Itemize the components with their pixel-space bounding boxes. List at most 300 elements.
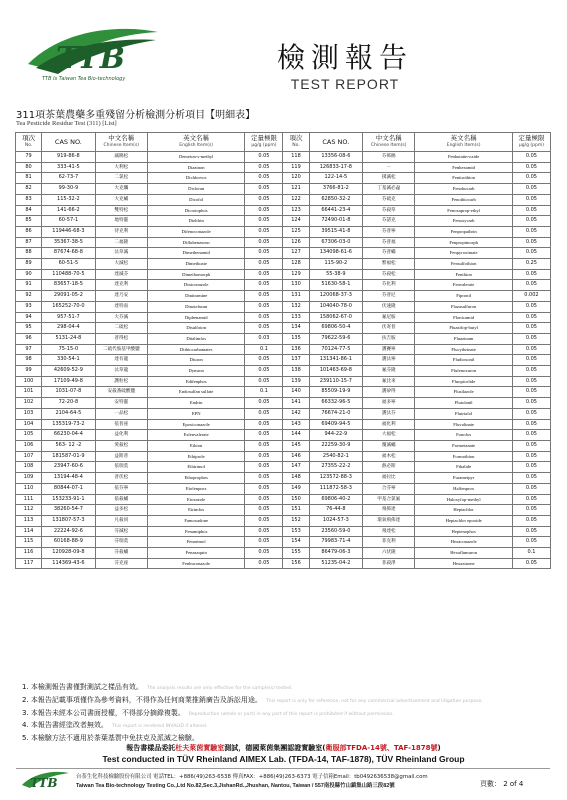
cell-no: 119 [283,162,309,173]
table-row [16,184,551,195]
cell-chinese-name: 達滅芬 [95,269,147,280]
cell-loq: 0.05 [512,312,550,323]
cell-cas: 239110-15-7 [309,376,363,387]
cell-loq: 0.05 [512,205,550,216]
cell-loq: 0.05 [512,408,550,419]
header-loq: 定量極限 µg/g (ppm) [245,133,283,152]
cell-chinese-name: 繁福松 [363,259,415,270]
cell-english-name: Fenpropathrin [415,226,512,237]
logo-tagline: TTB Is Taiwan Tea Bio-technology [42,76,126,82]
cell-loq: 0.05 [245,398,283,409]
cell-chinese-name: 達有龍 [95,355,147,366]
report-title: 311項茶葉農藥多重殘留分析檢測分析項目【明細表】 [16,110,256,121]
table-row [16,333,551,344]
cell-chinese-name: 護賽寧 [363,344,415,355]
cell-loq: 0.05 [512,451,550,462]
cell-cas: 111872-58-3 [309,483,363,494]
table-row [16,548,551,559]
cell-chinese-name: 普伏松 [95,473,147,484]
cell-cas: 104040-78-0 [309,301,363,312]
cell-chinese-name: 扶吉胺 [363,333,415,344]
cell-english-name: Fenpyroximate [415,248,512,259]
cell-no: 101 [16,387,42,398]
cell-chinese-name: 芬普寧 [363,226,415,237]
table-row [16,344,551,355]
cell-chinese-name: 益多松 [95,505,147,516]
cell-no: 98 [16,355,42,366]
cell-english-name: Flonicamid [415,312,512,323]
cell-english-name: Diuron [147,355,244,366]
cell-cas: 115-32-2 [42,194,96,205]
cell-no: 97 [16,344,42,355]
table-row [16,291,551,302]
cell-cas: 60-57-1 [42,216,96,227]
cell-cas: 27355-22-2 [309,462,363,473]
cell-cas: 131807-57-3 [42,515,96,526]
cell-loq: 0.05 [245,205,283,216]
cell-chinese-name: 芬普福 [363,237,415,248]
cell-chinese-name: 甲基合氯氟 [363,494,415,505]
cell-no: 93 [16,301,42,312]
cell-no: 111 [16,494,42,505]
cell-english-name: Epoxiconazole [147,419,244,430]
cell-chinese-name: 覆滅蟎 [363,440,415,451]
cell-chinese-name: 依芬寧 [95,483,147,494]
page-title-zh: 檢測報告 [276,41,413,74]
cell-cas: 72-20-8 [42,398,96,409]
cell-no: 108 [16,462,42,473]
cell-cas: 70124-77-5 [309,344,363,355]
table-row [16,237,551,248]
cell-english-name: Endosulfan sulfate [147,387,244,398]
cell-no: 127 [283,248,309,259]
cell-english-name: Ethirimol [147,462,244,473]
cell-no: 142 [283,408,309,419]
cell-english-name: Disulfoton [147,323,244,334]
note-item: 2. 本報告記載事項僅作為參考資料，不得作為任何商業推銷廣告及訴訟用途。 This report is only for reference, not for any commercial advertisement and litigation purpose. [22,695,483,704]
cell-chinese-name: 飛佈達 [363,505,415,516]
cell-no: 123 [283,205,309,216]
cell-chinese-name: 丁基滅必蝨 [363,184,415,195]
cell-no: 153 [283,526,309,537]
cell-loq: 0.05 [245,548,283,559]
header-english: 英文名稱 English Item(s) [415,133,512,152]
cell-no: 95 [16,323,42,334]
report-subtitle: Tea Pesticide Residue Test (311) [List] [16,120,117,127]
cell-loq: 0.05 [512,558,550,569]
cell-loq: 0.05 [512,430,550,441]
table-row [16,366,551,377]
cell-no: 124 [283,216,309,227]
header-chinese: 中文名稱 Chinese Item(s) [95,133,147,152]
cell-english-name: Dimethomorph [147,269,244,280]
cell-chinese-name: 普得松 [95,333,147,344]
cell-chinese-name: 伏速隆 [363,301,415,312]
cell-chinese-name: 合芬寧 [363,483,415,494]
cell-chinese-name: 安特靈 [95,398,147,409]
cell-no: 120 [283,173,309,184]
cell-cas: 62850-32-2 [309,194,363,205]
cell-english-name: Ethoprophos [147,473,244,484]
cell-chinese-name: 大克蟎 [95,194,147,205]
table-row [16,216,551,227]
cell-chinese-name: 飛達松 [363,526,415,537]
cell-no: 90 [16,269,42,280]
cell-cas: 3766-81-2 [309,184,363,195]
cell-cas: 42609-52-9 [42,366,96,377]
cell-no: 96 [16,333,42,344]
cell-cas: 23560-59-0 [309,526,363,537]
cell-english-name: Dimethenamid [147,248,244,259]
cell-no: 138 [283,366,309,377]
cell-no: 148 [283,473,309,484]
table-row [16,162,551,173]
cell-english-name: Dymron [147,366,244,377]
cell-no: 131 [283,291,309,302]
cell-loq: 0.05 [512,419,550,430]
cell-cas: 83657-18-5 [42,280,96,291]
cell-cas: 333-41-5 [42,162,96,173]
header-loq: 定量極限 µg/g (ppm) [512,133,550,152]
cell-loq: 0.05 [245,184,283,195]
cell-no: 136 [283,344,309,355]
cell-chinese-name: 福多寧 [363,398,415,409]
cell-loq: 0.05 [245,430,283,441]
cell-chinese-name: 護粒松 [95,376,147,387]
cell-cas: 123572-88-3 [309,473,363,484]
cell-cas: 1024-57-3 [309,515,363,526]
cell-cas: 66230-04-4 [42,430,96,441]
cell-no: 88 [16,248,42,259]
table-row [16,248,551,259]
cell-loq: 0.05 [512,537,550,548]
cell-english-name: Dimethoate [147,259,244,270]
cell-no: 122 [283,194,309,205]
cell-no: 115 [16,537,42,548]
cell-chinese-name: 雙特松 [95,205,147,216]
cell-loq: 0.05 [512,269,550,280]
cell-no: 105 [16,430,42,441]
cell-chinese-name: 二硫松 [95,323,147,334]
cell-chinese-name: 氟尼胺 [363,312,415,323]
cell-cas: 165252-70-0 [42,301,96,312]
cell-chinese-name: 芬殺蟎 [95,548,147,559]
cell-english-name: Dithiocarbamates [147,344,244,355]
cell-loq: 0.05 [245,291,283,302]
cell-cas: 66332-96-5 [309,398,363,409]
cell-no: 134 [283,323,309,334]
cell-loq: 0.05 [512,162,550,173]
cell-english-name: Fenazaquin [147,548,244,559]
cell-no: 155 [283,548,309,559]
cell-loq: 0.05 [245,537,283,548]
cell-english-name: Fenobucarb [415,184,512,195]
cell-loq: 0.05 [245,462,283,473]
cell-chinese-name: 二氯松 [95,173,147,184]
cell-chinese-name: 菲殺淨 [363,558,415,569]
cell-loq: 0.05 [512,344,550,355]
cell-english-name: Diphenamid [147,312,244,323]
cell-chinese-name: 芬瑞莫 [95,537,147,548]
cell-chinese-name: 凡殺同 [95,515,147,526]
cell-chinese-name: 芬殺松 [363,269,415,280]
cell-cas: 51630-58-1 [309,280,363,291]
cell-chinese-name: 二硫代胺基甲酸鹽 [95,344,147,355]
cell-english-name: Etoxazole [147,494,244,505]
cell-cas: 60-51-5 [42,259,96,270]
cell-english-name: Diniconazole [147,280,244,291]
cell-cas: 38260-54-7 [42,505,96,516]
cell-loq: 0.05 [512,280,550,291]
cell-english-name: Fenvalerate [415,280,512,291]
cell-chinese-name: 益化利 [95,430,147,441]
cell-chinese-name: 大克爛 [95,184,147,195]
cell-cas: 135319-73-2 [42,419,96,430]
cell-cas: 2540-82-1 [309,451,363,462]
cell-no: 81 [16,173,42,184]
cell-chinese-name: 福木松 [363,451,415,462]
cell-cas: 85509-19-9 [309,387,363,398]
cell-no: 129 [283,269,309,280]
cell-english-name: EPN [147,408,244,419]
table-row [16,440,551,451]
table-row [16,376,551,387]
cell-chinese-name: 汰草龍 [95,366,147,377]
cell-loq: 0.05 [245,494,283,505]
cell-no: 143 [283,419,309,430]
table-row [16,408,551,419]
cell-loq: 0.05 [245,473,283,484]
cell-loq: 0.05 [512,440,550,451]
cell-loq: 0.05 [245,312,283,323]
cell-no: 99 [16,366,42,377]
cell-no: 132 [283,301,309,312]
table-row [16,152,551,163]
cell-no: 89 [16,259,42,270]
cell-english-name: Halfenprox [415,483,512,494]
cell-english-name: Fthalide [415,462,512,473]
cell-cas: 39515-41-8 [309,226,363,237]
cell-english-name: Demeton-s-methyl [147,152,244,163]
cell-cas: 51235-04-2 [309,558,363,569]
table-row [16,355,551,366]
cell-cas: 115-90-2 [309,259,363,270]
cell-chinese-name: 氟比來 [363,376,415,387]
cell-no: 107 [16,451,42,462]
table-row [16,312,551,323]
cell-loq: 0.05 [512,173,550,184]
cell-chinese-name: 大滅松 [95,259,147,270]
cell-loq: 0.05 [245,515,283,526]
cell-no: 128 [283,259,309,270]
cell-no: 114 [16,526,42,537]
cell-loq: 0.05 [245,259,283,270]
note-item: 3. 本報告未經本公司書面授權，不得部分摘錄複製。 Reproduction (whole or part) in any part of this report is prohibited if without permission. [22,708,394,717]
cell-english-name: Flusilazole [415,387,512,398]
cell-english-name: Fenamiphos [147,526,244,537]
cell-no: 146 [283,451,309,462]
cell-loq: 0.05 [245,355,283,366]
cell-chinese-name: 氟芬隆 [363,366,415,377]
cell-loq: 0.05 [512,515,550,526]
cell-no: 147 [283,462,309,473]
cell-loq: 0.25 [512,259,550,270]
cell-chinese-name: 芬普尼 [363,291,415,302]
cell-english-name: Haloxyfop-methyl [415,494,512,505]
cell-chinese-name: 芬滅松 [95,526,147,537]
cell-no: 154 [283,537,309,548]
cell-loq: 0.002 [512,291,550,302]
cell-loq: 0.05 [512,226,550,237]
cell-loq: 0.05 [245,269,283,280]
cell-english-name: Fluopicolide [415,376,512,387]
cell-cas: 76-44-8 [309,505,363,516]
cell-cas: 298-04-4 [42,323,96,334]
cell-cas: 114369-43-6 [42,558,96,569]
table-row [16,173,551,184]
cell-no: 116 [16,548,42,559]
tested-in-statement: Test conducted in TÜV Rheinland AIMEX Lab. (TFDA-14, TAF-1878), TÜV Rheinland Group [102,754,465,764]
table-row [16,301,551,312]
table-row [16,451,551,462]
table-row [16,323,551,334]
cell-english-name: Flutriafol [415,408,512,419]
cell-cas: 119446-68-3 [42,226,96,237]
cell-loq: 0.05 [245,237,283,248]
cell-chinese-name: 菲克利 [363,537,415,548]
cell-english-name: Fenarimol [147,537,244,548]
cell-cas: 17109-49-8 [42,376,96,387]
cell-no: 104 [16,419,42,430]
cell-chinese-name: 芬化利 [363,280,415,291]
cell-no: 83 [16,194,42,205]
company-info-en: Taiwan Tea Bio-technology Testing Co.,Ltd No.82,Sec.3,JishanRd.,Jhushan, Nantou, Taiwan / 557南投縣竹山鎮集山路三段82號 [76,783,395,789]
cell-loq: 0.05 [245,483,283,494]
cell-english-name: Fipronil [415,291,512,302]
cell-loq: 0.05 [245,323,283,334]
cell-cas: 35367-38-5 [42,237,96,248]
cell-chinese-name: 滅賜松 [95,152,147,163]
cell-no: 82 [16,184,42,195]
cell-english-name: Fenoxaprop-ethyl [415,205,512,216]
table-row [16,269,551,280]
cell-loq: 0.1 [245,344,283,355]
table-row [16,473,551,484]
cell-cas: 22259-30-9 [309,440,363,451]
cell-chinese-name: 達特南 [95,301,147,312]
table-row [16,387,551,398]
cell-no: 151 [283,505,309,516]
cell-chinese-name: 安殺番硫酸鹽 [95,387,147,398]
cell-no: 91 [16,280,42,291]
cell-loq: 0.05 [512,387,550,398]
cell-chinese-name: 福拉比 [363,473,415,484]
table-row [16,419,551,430]
header-english: 英文名稱 English Item(s) [147,133,244,152]
cell-english-name: Fonofos [415,430,512,441]
cell-no: 84 [16,205,42,216]
cell-chinese-name: 熱必斯 [363,462,415,473]
cell-loq: 0.1 [512,548,550,559]
cell-no: 113 [16,515,42,526]
cell-english-name: Hexazinone [415,558,512,569]
cell-english-name: Formothion [415,451,512,462]
cell-chinese-name: 大利松 [95,162,147,173]
cell-cas: 79622-59-6 [309,333,363,344]
cell-chinese-name: － [363,162,415,173]
cell-loq: 0.05 [512,152,550,163]
cell-loq: 0.05 [245,173,283,184]
cell-chinese-name: 達克利 [95,280,147,291]
cell-loq: 0.05 [245,280,283,291]
notes-section [22,682,552,745]
cell-english-name: Fensulfothion [415,259,512,270]
cell-cas: 957-51-7 [42,312,96,323]
cell-cas: 80844-07-1 [42,483,96,494]
table-row [16,515,551,526]
commission-statement: 報告書樣品委託杜夫萊茵實驗室測試，德國萊茵集團認證實驗室(衛服部TFDA-14號、TAF-1878號) [126,744,441,752]
cell-loq: 0.05 [512,248,550,259]
cell-english-name: Hexaconazole [415,537,512,548]
cell-chinese-name: 護矽得 [363,387,415,398]
cell-english-name: Fluazifop-butyl [415,323,512,334]
note-item: 5. 本檢驗方法不適用於茶葉基質中免扶克及派滅之檢驗。 [22,734,199,743]
page-title-en: TEST REPORT [290,76,400,92]
cell-no: 149 [283,483,309,494]
cell-no: 80 [16,162,42,173]
cell-english-name: Diazinon [147,162,244,173]
table-row [16,398,551,409]
cell-loq: 0.05 [245,194,283,205]
cell-loq: 0.05 [512,194,550,205]
cell-chinese-name: 護汰芬 [363,408,415,419]
cell-loq: 0.05 [245,451,283,462]
cell-cas: 62-73-7 [42,173,96,184]
cell-english-name: Flufenoxuron [415,366,512,377]
table-row [16,494,551,505]
cell-english-name: Fenpropimorph [415,237,512,248]
cell-english-name: Ethiprole [147,451,244,462]
cell-cas: 101463-69-8 [309,366,363,377]
cell-loq: 0.05 [512,526,550,537]
cell-chinese-name: 地特靈 [95,216,147,227]
cell-no: 152 [283,515,309,526]
cell-no: 94 [16,312,42,323]
cell-english-name: Fenbuconazole [147,558,244,569]
cell-no: 135 [283,333,309,344]
cell-cas: 13194-48-4 [42,473,96,484]
cell-cas: 5131-24-8 [42,333,96,344]
cell-cas: 69806-40-2 [309,494,363,505]
cell-loq: 0.05 [245,216,283,227]
cell-english-name: Flucythrinate [415,344,512,355]
cell-loq: 0.05 [245,505,283,516]
cell-chinese-name: 一品松 [95,408,147,419]
table-row [16,259,551,270]
cell-english-name: Dicloran [147,184,244,195]
cell-cas: 29091-05-2 [42,291,96,302]
cell-cas: 120068-37-3 [309,291,363,302]
cell-loq: 0.05 [512,376,550,387]
cell-cas: 563- 12 -2 [42,440,96,451]
cell-chinese-name: 撲滅松 [363,173,415,184]
footer-ttb-logo [20,770,70,792]
cell-cas: 126833-17-8 [309,162,363,173]
cell-no: 110 [16,483,42,494]
cell-english-name: Fluvalinate [415,419,512,430]
cell-no: 140 [283,387,309,398]
cell-cas: 79983-71-4 [309,537,363,548]
